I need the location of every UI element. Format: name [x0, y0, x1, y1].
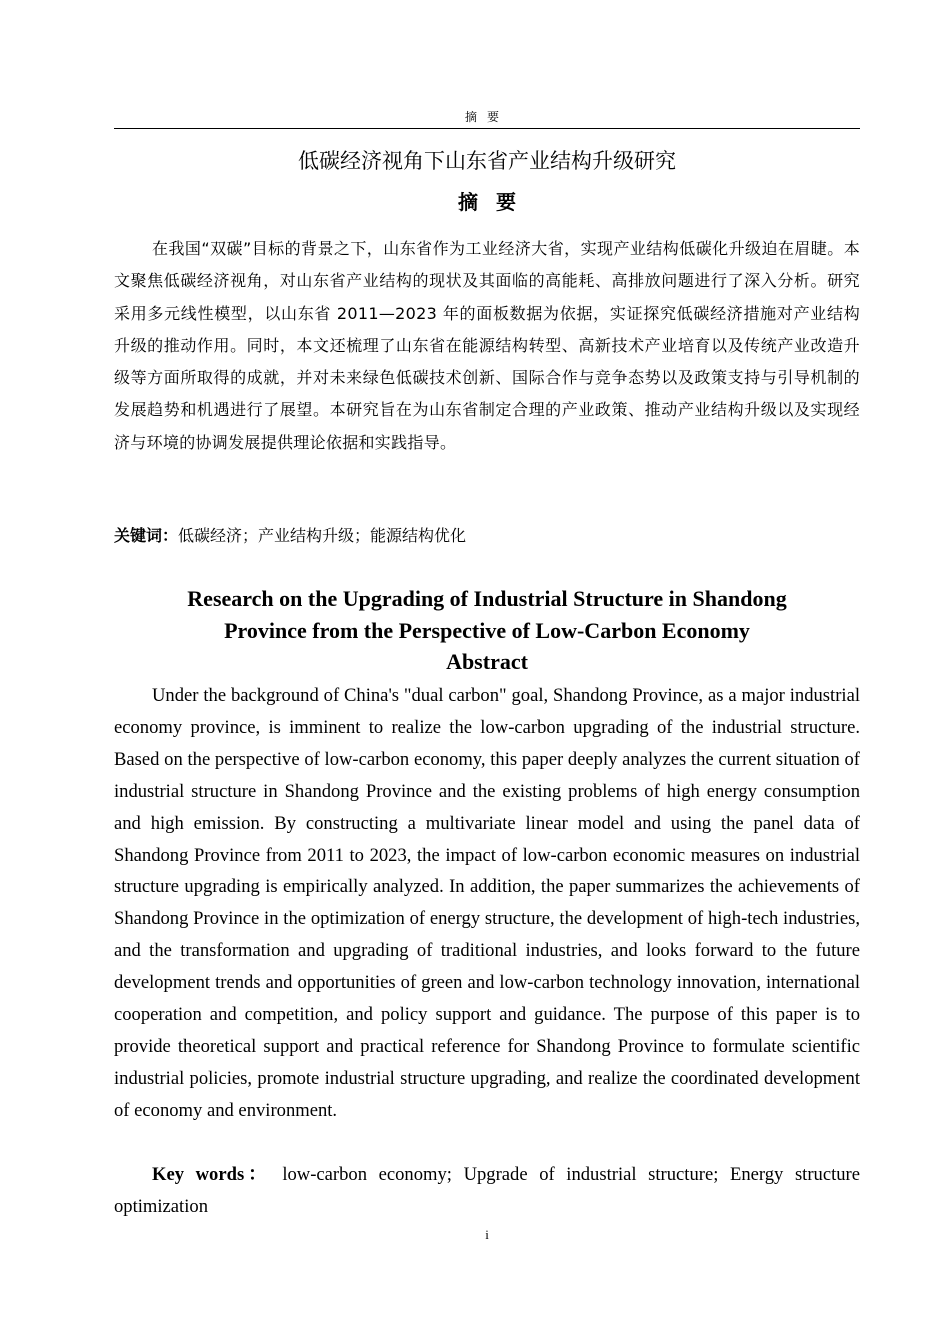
- english-keywords: [114, 1159, 860, 1223]
- page-number: i: [485, 1227, 489, 1242]
- english-title: [114, 583, 860, 646]
- english-abstract-heading: Abstract: [446, 649, 528, 674]
- english-keywords-label: Key words：: [152, 1164, 271, 1185]
- running-header: 摘要: [464, 110, 509, 124]
- english-keywords-values: low-carbon economy; Upgrade of industrial structure; Energy structure optimization: [114, 1164, 861, 1217]
- english-abstract-text: Under the background of China's "dual carbon" goal, Shandong Province, as a major industrial economy province, is imminent to realize the low-carbon upgrading of the industrial structure. Based on the perspective of low-carbon economy, this paper deeply analyzes the current situation of industrial structure in Shandong Province and the existing problems of high energy consumption and high emission. By constructing a multivariate linear model and using the panel data of Shandong Province from 2011 to 2023, the impact of low-carbon economic measures on industrial structure upgrading is empirically analyzed. In addition, the paper summarizes the achievements of Shandong Province in the optimization of energy structure, the development of high-tech industries, and the transformation and upgrading of traditional industries, and looks forward to the future development trends and opportunities of green and low-carbon technology innovation, international cooperation and competition, and policy support and guidance. The purpose of this paper is to provide theoretical support and practical reference for Shandong Province to formulate scientific industrial policies, promote industrial structure upgrading, and realize the coordinated development of economy and environment.: [114, 685, 860, 1121]
- chinese-abstract-heading: 摘要: [458, 190, 534, 214]
- english-title-line-1: Research on the Upgrading of Industrial Structure in Shandong: [187, 586, 787, 611]
- chinese-keywords-values: 低碳经济；产业结构升级；能源结构优化: [178, 526, 467, 545]
- english-title-line-2: Province from the Perspective of Low-Carbon Economy: [224, 617, 750, 643]
- chinese-keywords-label: 关键词：: [114, 526, 179, 545]
- chinese-title: 低碳经济视角下山东省产业结构升级研究: [298, 149, 676, 173]
- header-rule: [114, 128, 860, 129]
- chinese-abstract-text: 在我国“双碳”目标的背景之下，山东省作为工业经济大省，实现产业结构低碳化升级迫在眉睫。本文聚焦低碳经济视角，对山东省产业结构的现状及其面临的高能耗、高排放问题进行了深入分析。研究采用多元线性模型，以山东省 2011—2023 年的面板数据为依据，实证探究低碳经济措施对产业结构升级的推动作用。同时，本文还梳理了山东省在能源结构转型、高新技术产业培育以及传统产业改造升级等方面所取得的成就，并对未来绿色低碳技术创新、国际合作与竞争态势以及政策支持与引导机制的发展趋势和机遇进行了展望。本研究旨在为山东省制定合理的产业政策、推动产业结构升级以及实现经济与环境的协调发展提供理论依据和实践指导。: [114, 239, 860, 452]
- chinese-keywords: [114, 520, 860, 552]
